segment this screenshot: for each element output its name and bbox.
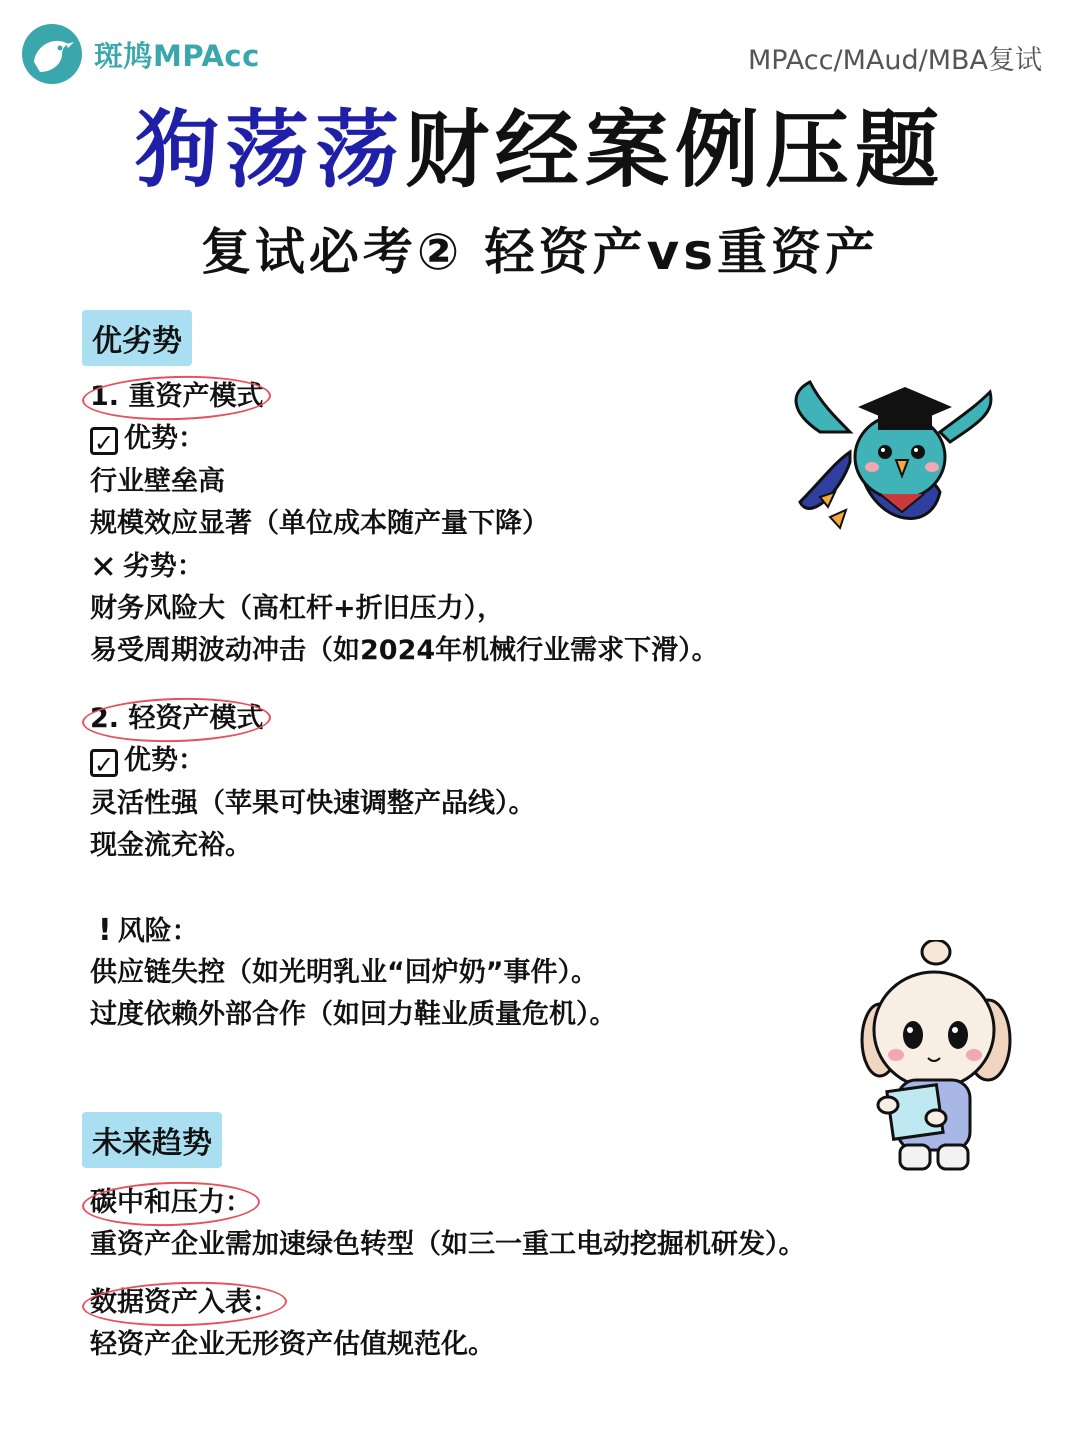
program-list: MPAcc/MAud/MBA复试 — [747, 45, 1042, 76]
carbon-heading — [90, 1186, 252, 1220]
page-title — [0, 100, 1080, 200]
heavy-dis-item: 易受周期波动冲击（如2024年机械行业需求下滑）。 — [90, 635, 719, 666]
data-asset-heading-text: 数据资产入表： — [90, 1287, 279, 1318]
section-tag-pros-cons: 优劣势 — [82, 310, 192, 366]
heavy-dis-item: 财务风险大（高杠杆+折旧压力）， — [90, 593, 505, 624]
bird-logo-icon — [20, 22, 84, 86]
carbon-heading-text: 碳中和压力： — [90, 1187, 252, 1218]
light-risk-item: 过度依赖外部合作（如回力鞋业质量危机）。 — [90, 999, 617, 1030]
heavy-asset-heading — [90, 380, 263, 414]
heavy-adv-label-row — [90, 422, 205, 456]
checkbox-icon: ✓ — [90, 749, 118, 777]
heavy-adv-item: 规模效应显著（单位成本随产量下降） — [90, 508, 549, 539]
title-black-part: 财经案例压题 — [405, 101, 946, 199]
heavy-dis-label: 劣势： — [122, 551, 204, 582]
data-asset-heading — [90, 1286, 279, 1320]
logo-text: 斑鸠MPAcc — [94, 38, 260, 73]
light-risk-item: 供应链失控（如光明乳业“回炉奶”事件）。 — [90, 957, 598, 988]
heavy-adv-item: 行业壁垒高 — [90, 466, 225, 497]
brand-logo — [20, 22, 260, 86]
cross-icon: ✕ — [90, 548, 117, 586]
checkbox-icon: ✓ — [90, 427, 118, 455]
light-asset-heading-text: 2. 轻资产模式 — [90, 703, 264, 734]
carbon-text: 重资产企业需加速绿色转型（如三一重工电动挖掘机研发）。 — [90, 1229, 806, 1260]
heavy-adv-label: 优势： — [124, 423, 205, 454]
data-asset-text: 轻资产企业无形资产估值规范化。 — [90, 1329, 495, 1360]
light-risk-label: 风险： — [117, 916, 199, 947]
light-adv-item: 现金流充裕。 — [90, 830, 252, 861]
heavy-asset-heading-text: 1. 重资产模式 — [90, 381, 264, 412]
light-adv-label-row — [90, 744, 205, 778]
exclamation-icon: ! — [98, 913, 112, 948]
puppy-mascot — [858, 940, 1018, 1180]
light-asset-heading — [90, 702, 263, 736]
light-adv-item: 灵活性强（苹果可快速调整产品线）。 — [90, 788, 536, 819]
heavy-dis-label-row — [90, 550, 204, 584]
title-blue-part: 狗荡荡 — [134, 101, 405, 199]
section-tag-future-trends: 未来趋势 — [82, 1112, 222, 1168]
page-subtitle: 复试必考② 轻资产vs重资产 — [200, 223, 880, 281]
graduate-bird-mascot — [780, 372, 1000, 552]
light-adv-label: 优势： — [124, 745, 205, 776]
light-risk-label-row — [90, 914, 199, 949]
